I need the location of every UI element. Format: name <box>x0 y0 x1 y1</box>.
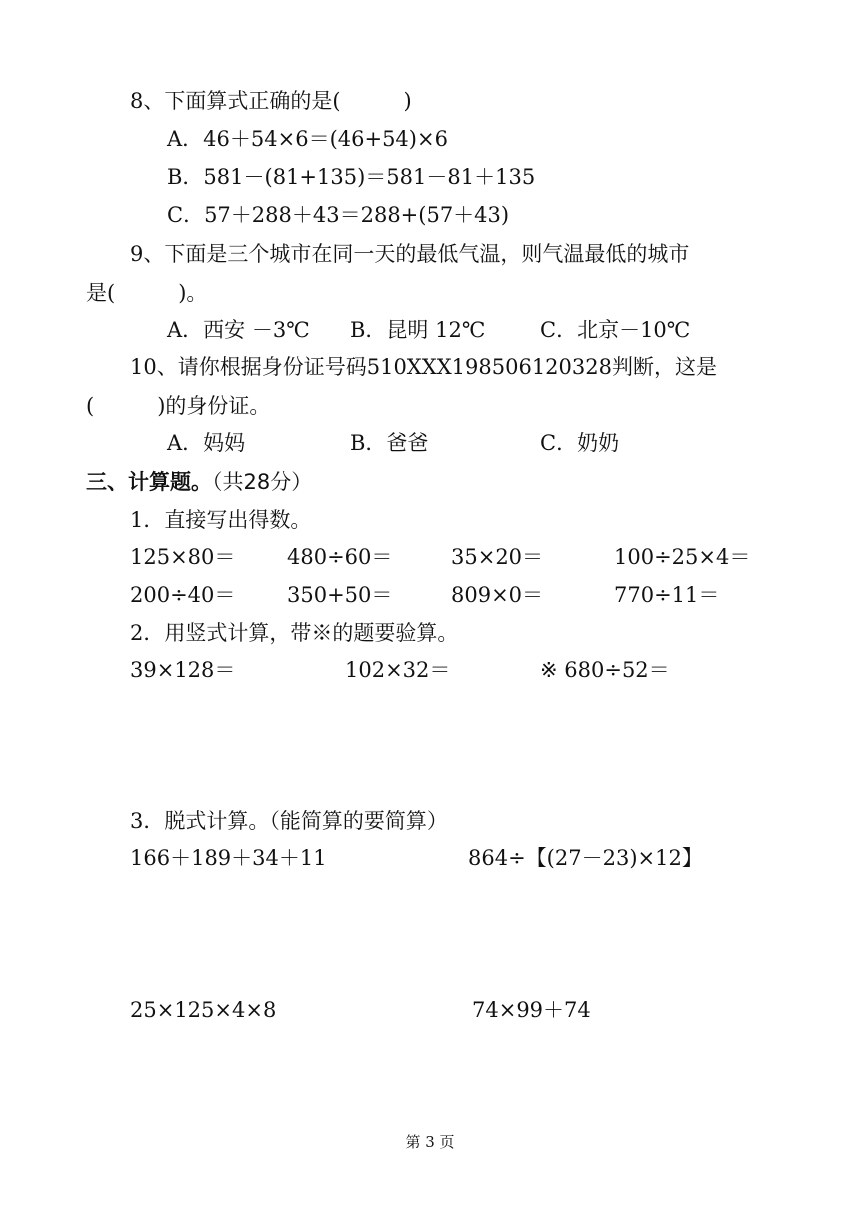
mental-calc-item: 809×0＝ <box>451 583 544 607</box>
vertical-calc-item: ※ 680÷52＝ <box>540 658 670 682</box>
q9-option-b: B．昆明 12℃ <box>350 318 486 342</box>
q8-option-b: B．581－(81+135)＝581－81＋135 <box>167 165 536 189</box>
mental-calc-item: 125×80＝ <box>130 545 236 569</box>
section3-title: 三、计算题。 <box>86 470 212 494</box>
q10-stem-line1: 10、请你根据身份证号码510XXX198506120328判断，这是 <box>130 355 717 379</box>
step-calc-item: 166＋189＋34＋11 <box>130 846 327 870</box>
part1-title: 1．直接写出得数。 <box>130 508 312 532</box>
step-calc-item: 25×125×4×8 <box>130 998 277 1022</box>
mental-calc-item: 350+50＝ <box>287 583 393 607</box>
mental-calc-item: 35×20＝ <box>451 545 544 569</box>
q9-stem-line2: 是( )。 <box>86 281 208 305</box>
page-number: 第 3 页 <box>405 1133 455 1151</box>
step-calc-item: 74×99＋74 <box>472 998 591 1022</box>
q9-option-c: C．北京－10℃ <box>540 318 691 342</box>
vertical-calc-item: 39×128＝ <box>130 658 236 682</box>
section3-points: （共28分） <box>212 470 313 494</box>
q9-stem-line1: 9、下面是三个城市在同一天的最低气温，则气温最低的城市 <box>130 242 690 266</box>
q10-option-a: A．妈妈 <box>167 431 246 455</box>
mental-calc-item: 770÷11＝ <box>614 583 720 607</box>
q10-stem-line2: ( )的身份证。 <box>86 394 271 418</box>
q8-option-a: A．46＋54×6＝(46+54)×6 <box>167 127 448 151</box>
part2-title: 2．用竖式计算，带※的题要验算。 <box>130 621 459 645</box>
q10-option-b: B．爸爸 <box>350 431 429 455</box>
mental-calc-item: 480÷60＝ <box>287 545 393 569</box>
vertical-calc-item: 102×32＝ <box>345 658 451 682</box>
q10-option-c: C．奶奶 <box>540 431 620 455</box>
step-calc-item: 864÷【(27－23)×12】 <box>468 846 703 870</box>
mental-calc-item: 100÷25×4＝ <box>614 545 751 569</box>
q9-option-a: A．西安 －3℃ <box>167 318 310 342</box>
section3-header <box>86 469 312 495</box>
q8-stem: 8、下面算式正确的是( ) <box>130 89 412 113</box>
mental-calc-item: 200÷40＝ <box>130 583 236 607</box>
q8-option-c: C．57＋288＋43＝288+(57＋43) <box>167 203 510 227</box>
part3-title: 3．脱式计算。（能简算的要简算） <box>130 809 448 833</box>
